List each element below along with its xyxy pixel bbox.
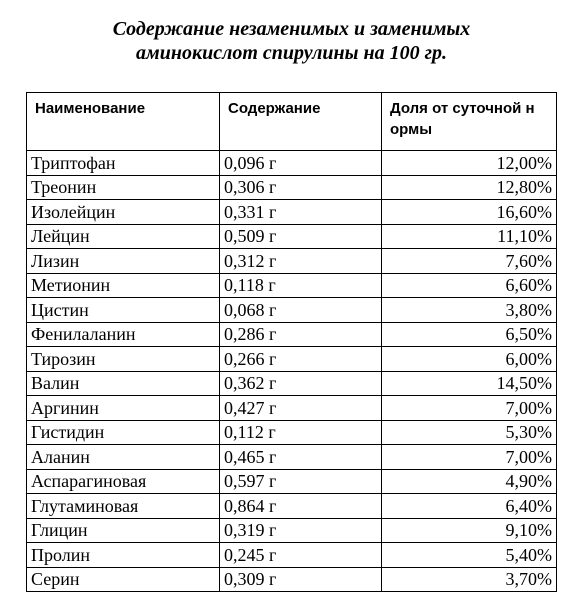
table-row bbox=[27, 322, 557, 347]
table-row bbox=[27, 151, 557, 176]
cell-share: 14,50% bbox=[382, 371, 557, 396]
cell-amount: 0,864 г bbox=[220, 494, 382, 519]
table-body bbox=[27, 151, 557, 592]
cell-amount: 0,266 г bbox=[220, 347, 382, 372]
cell-amount: 0,112 г bbox=[220, 420, 382, 445]
cell-name: Лейцин bbox=[27, 224, 220, 249]
cell-share: 11,10% bbox=[382, 224, 557, 249]
cell-amount: 0,465 г bbox=[220, 445, 382, 470]
table-row bbox=[27, 371, 557, 396]
cell-name: Фенилаланин bbox=[27, 322, 220, 347]
table-row bbox=[27, 518, 557, 543]
cell-share: 3,70% bbox=[382, 567, 557, 592]
cell-share: 5,30% bbox=[382, 420, 557, 445]
table-row bbox=[27, 175, 557, 200]
cell-share: 12,00% bbox=[382, 151, 557, 176]
table-row bbox=[27, 420, 557, 445]
title-line-1: Содержание незаменимых и заменимых bbox=[112, 18, 471, 40]
cell-share: 7,60% bbox=[382, 249, 557, 274]
table-row bbox=[27, 543, 557, 568]
cell-name: Триптофан bbox=[27, 151, 220, 176]
cell-amount: 0,118 г bbox=[220, 273, 382, 298]
cell-amount: 0,286 г bbox=[220, 322, 382, 347]
cell-name: Лизин bbox=[27, 249, 220, 274]
header-amount: Содержание bbox=[220, 93, 382, 151]
cell-name: Треонин bbox=[27, 175, 220, 200]
cell-share: 7,00% bbox=[382, 396, 557, 421]
table-row bbox=[27, 445, 557, 470]
cell-amount: 0,068 г bbox=[220, 298, 382, 323]
cell-amount: 0,427 г bbox=[220, 396, 382, 421]
cell-amount: 0,509 г bbox=[220, 224, 382, 249]
table-row bbox=[27, 567, 557, 592]
cell-name: Метионин bbox=[27, 273, 220, 298]
header-share: Доля от суточной н ормы bbox=[382, 93, 557, 151]
cell-share: 5,40% bbox=[382, 543, 557, 568]
cell-share: 3,80% bbox=[382, 298, 557, 323]
table-row bbox=[27, 200, 557, 225]
cell-amount: 0,245 г bbox=[220, 543, 382, 568]
cell-amount: 0,306 г bbox=[220, 175, 382, 200]
cell-share: 4,90% bbox=[382, 469, 557, 494]
table-row bbox=[27, 469, 557, 494]
table-row bbox=[27, 494, 557, 519]
cell-share: 16,60% bbox=[382, 200, 557, 225]
amino-acid-table bbox=[26, 92, 557, 592]
cell-amount: 0,362 г bbox=[220, 371, 382, 396]
table-row bbox=[27, 249, 557, 274]
cell-name: Глицин bbox=[27, 518, 220, 543]
table-header-row bbox=[27, 93, 557, 151]
cell-name: Тирозин bbox=[27, 347, 220, 372]
document-title bbox=[0, 17, 583, 65]
cell-name: Валин bbox=[27, 371, 220, 396]
cell-share: 9,10% bbox=[382, 518, 557, 543]
table-row bbox=[27, 273, 557, 298]
cell-name: Аргинин bbox=[27, 396, 220, 421]
cell-name: Пролин bbox=[27, 543, 220, 568]
table-row bbox=[27, 396, 557, 421]
cell-share: 6,60% bbox=[382, 273, 557, 298]
cell-amount: 0,309 г bbox=[220, 567, 382, 592]
table-row bbox=[27, 298, 557, 323]
cell-name: Гистидин bbox=[27, 420, 220, 445]
title-line-2: аминокислот спирулины на 100 гр. bbox=[136, 42, 447, 64]
table-row bbox=[27, 224, 557, 249]
cell-name: Глутаминовая bbox=[27, 494, 220, 519]
cell-share: 6,50% bbox=[382, 322, 557, 347]
cell-amount: 0,312 г bbox=[220, 249, 382, 274]
cell-name: Аспарагиновая bbox=[27, 469, 220, 494]
cell-name: Изолейцин bbox=[27, 200, 220, 225]
cell-share: 6,00% bbox=[382, 347, 557, 372]
cell-share: 12,80% bbox=[382, 175, 557, 200]
cell-name: Аланин bbox=[27, 445, 220, 470]
header-name: Наименование bbox=[27, 93, 220, 151]
cell-amount: 0,319 г bbox=[220, 518, 382, 543]
cell-name: Цистин bbox=[27, 298, 220, 323]
cell-share: 6,40% bbox=[382, 494, 557, 519]
cell-amount: 0,096 г bbox=[220, 151, 382, 176]
cell-name: Серин bbox=[27, 567, 220, 592]
table-row bbox=[27, 347, 557, 372]
cell-amount: 0,331 г bbox=[220, 200, 382, 225]
cell-amount: 0,597 г bbox=[220, 469, 382, 494]
cell-share: 7,00% bbox=[382, 445, 557, 470]
